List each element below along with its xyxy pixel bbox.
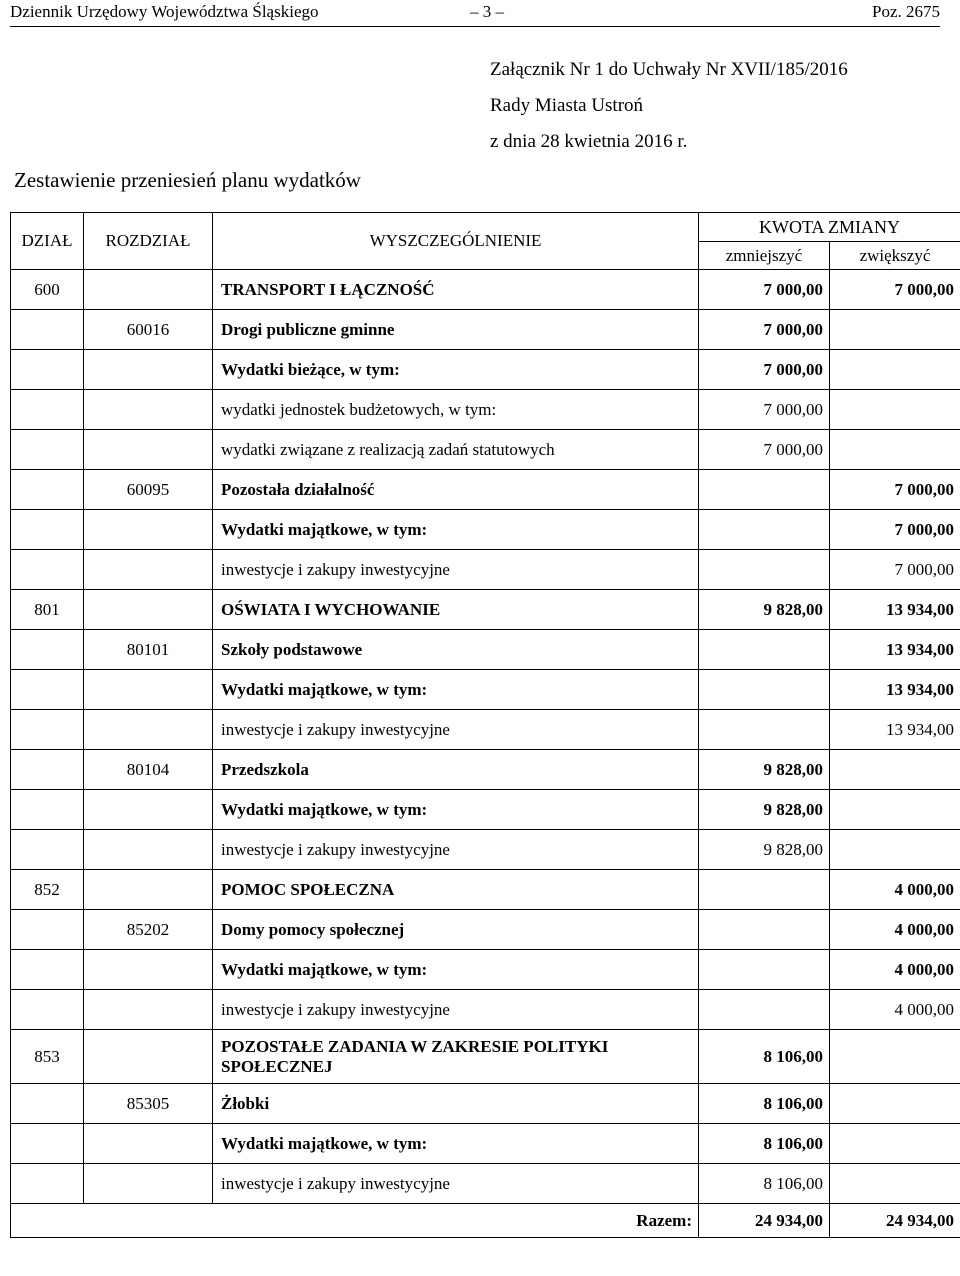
rozdzial-cell: [84, 350, 213, 390]
header-rozdzial: ROZDZIAŁ: [84, 213, 213, 270]
increase-cell: [830, 750, 960, 790]
description-cell: POZOSTAŁE ZADANIA W ZAKRESIE POLITYKI SPOŁECZNEJ: [213, 1030, 699, 1084]
description-cell: Wydatki majątkowe, w tym:: [213, 670, 699, 710]
rozdzial-cell: 80101: [84, 630, 213, 670]
rozdzial-cell: 85202: [84, 910, 213, 950]
description-cell: inwestycje i zakupy inwestycyjne: [213, 1164, 699, 1204]
decrease-cell: [699, 470, 830, 510]
rozdzial-cell: [84, 990, 213, 1030]
decrease-cell: [699, 550, 830, 590]
decrease-cell: [699, 910, 830, 950]
table-row: [11, 670, 960, 710]
description-cell: Wydatki majątkowe, w tym:: [213, 1124, 699, 1164]
header-decrease: zmniejszyć: [699, 242, 830, 270]
header-dzial: DZIAŁ: [11, 213, 84, 270]
dzial-cell: [11, 1124, 84, 1164]
increase-cell: [830, 830, 960, 870]
annex-line-2: Rady Miasta Ustroń: [490, 95, 644, 116]
dzial-cell: [11, 670, 84, 710]
dzial-cell: [11, 630, 84, 670]
annex-line-1: Załącznik Nr 1 do Uchwały Nr XVII/185/2016: [490, 59, 848, 80]
table-row: [11, 550, 960, 590]
table-row: [11, 510, 960, 550]
table-row: [11, 790, 960, 830]
table-row: [11, 350, 960, 390]
decrease-cell: 7 000,00: [699, 310, 830, 350]
rozdzial-cell: [84, 950, 213, 990]
decrease-cell: [699, 670, 830, 710]
increase-cell: [830, 1164, 960, 1204]
decrease-cell: 9 828,00: [699, 830, 830, 870]
dzial-cell: [11, 510, 84, 550]
table-row: [11, 630, 960, 670]
increase-cell: [830, 310, 960, 350]
decrease-cell: 7 000,00: [699, 390, 830, 430]
description-cell: Domy pomocy społecznej: [213, 910, 699, 950]
total-row: [11, 1204, 960, 1238]
rozdzial-cell: [84, 430, 213, 470]
rozdzial-cell: [84, 670, 213, 710]
description-cell: Szkoły podstawowe: [213, 630, 699, 670]
rozdzial-cell: [84, 1030, 213, 1084]
dzial-cell: [11, 1164, 84, 1204]
decrease-cell: [699, 870, 830, 910]
position-number: Poz. 2675: [872, 2, 940, 21]
rozdzial-cell: 80104: [84, 750, 213, 790]
increase-cell: 7 000,00: [830, 470, 960, 510]
rozdzial-cell: 85305: [84, 1084, 213, 1124]
dzial-cell: [11, 990, 84, 1030]
description-cell: Wydatki bieżące, w tym:: [213, 350, 699, 390]
rozdzial-cell: [84, 870, 213, 910]
table-row: [11, 830, 960, 870]
description-cell: Wydatki majątkowe, w tym:: [213, 510, 699, 550]
table-row: [11, 990, 960, 1030]
description-cell: inwestycje i zakupy inwestycyjne: [213, 710, 699, 750]
table-row: [11, 430, 960, 470]
description-cell: POMOC SPOŁECZNA: [213, 870, 699, 910]
increase-cell: 4 000,00: [830, 950, 960, 990]
decrease-cell: [699, 510, 830, 550]
dzial-cell: [11, 350, 84, 390]
increase-cell: 4 000,00: [830, 990, 960, 1030]
dzial-cell: [11, 1084, 84, 1124]
total-decrease: 24 934,00: [699, 1204, 830, 1238]
increase-cell: [830, 1030, 960, 1084]
table-row: [11, 1030, 960, 1084]
rozdzial-cell: 60016: [84, 310, 213, 350]
rozdzial-cell: [84, 710, 213, 750]
description-cell: inwestycje i zakupy inwestycyjne: [213, 990, 699, 1030]
dzial-cell: [11, 470, 84, 510]
decrease-cell: 8 106,00: [699, 1164, 830, 1204]
increase-cell: 7 000,00: [830, 550, 960, 590]
total-label: Razem:: [11, 1204, 699, 1238]
increase-cell: 13 934,00: [830, 590, 960, 630]
description-cell: inwestycje i zakupy inwestycyjne: [213, 830, 699, 870]
table-row: [11, 470, 960, 510]
increase-cell: 4 000,00: [830, 870, 960, 910]
journal-header: [10, 0, 940, 27]
decrease-cell: 9 828,00: [699, 750, 830, 790]
description-cell: Wydatki majątkowe, w tym:: [213, 790, 699, 830]
description-cell: TRANSPORT I ŁĄCZNOŚĆ: [213, 270, 699, 310]
dzial-cell: [11, 550, 84, 590]
description-cell: Drogi publiczne gminne: [213, 310, 699, 350]
decrease-cell: 9 828,00: [699, 590, 830, 630]
rozdzial-cell: [84, 1164, 213, 1204]
rozdzial-cell: [84, 830, 213, 870]
increase-cell: 13 934,00: [830, 670, 960, 710]
rozdzial-cell: 60095: [84, 470, 213, 510]
increase-cell: [830, 790, 960, 830]
increase-cell: [830, 430, 960, 470]
increase-cell: 13 934,00: [830, 630, 960, 670]
dzial-cell: 801: [11, 590, 84, 630]
description-cell: Przedszkola: [213, 750, 699, 790]
decrease-cell: [699, 630, 830, 670]
table-body: [11, 270, 960, 1204]
dzial-cell: [11, 830, 84, 870]
expense-transfer-table: [10, 212, 960, 1238]
annex-line-3: z dnia 28 kwietnia 2016 r.: [490, 131, 688, 152]
rozdzial-cell: [84, 790, 213, 830]
decrease-cell: 8 106,00: [699, 1084, 830, 1124]
table-row: [11, 310, 960, 350]
table-row: [11, 910, 960, 950]
table-row: [11, 390, 960, 430]
journal-name: Dziennik Urzędowy Województwa Śląskiego: [10, 2, 319, 21]
description-cell: wydatki jednostek budżetowych, w tym:: [213, 390, 699, 430]
decrease-cell: 9 828,00: [699, 790, 830, 830]
decrease-cell: 7 000,00: [699, 270, 830, 310]
rozdzial-cell: [84, 1124, 213, 1164]
rozdzial-cell: [84, 590, 213, 630]
rozdzial-cell: [84, 270, 213, 310]
table-row: [11, 270, 960, 310]
table-row: [11, 750, 960, 790]
dzial-cell: [11, 950, 84, 990]
increase-cell: 7 000,00: [830, 510, 960, 550]
increase-cell: 13 934,00: [830, 710, 960, 750]
dzial-cell: 852: [11, 870, 84, 910]
decrease-cell: 7 000,00: [699, 350, 830, 390]
header-kwota-zmiany: KWOTA ZMIANY: [699, 213, 960, 242]
description-cell: Pozostała działalność: [213, 470, 699, 510]
table-row: [11, 870, 960, 910]
dzial-cell: 853: [11, 1030, 84, 1084]
dzial-cell: [11, 750, 84, 790]
increase-cell: [830, 1084, 960, 1124]
dzial-cell: [11, 710, 84, 750]
page-number: – 3 –: [470, 2, 504, 21]
increase-cell: 7 000,00: [830, 270, 960, 310]
description-cell: Żłobki: [213, 1084, 699, 1124]
dzial-cell: [11, 910, 84, 950]
increase-cell: [830, 350, 960, 390]
table-row: [11, 950, 960, 990]
increase-cell: 4 000,00: [830, 910, 960, 950]
rozdzial-cell: [84, 550, 213, 590]
dzial-cell: [11, 430, 84, 470]
rozdzial-cell: [84, 510, 213, 550]
decrease-cell: [699, 990, 830, 1030]
dzial-cell: [11, 790, 84, 830]
description-cell: Wydatki majątkowe, w tym:: [213, 950, 699, 990]
total-increase: 24 934,00: [830, 1204, 960, 1238]
table-row: [11, 1124, 960, 1164]
table-row: [11, 1084, 960, 1124]
decrease-cell: 8 106,00: [699, 1030, 830, 1084]
increase-cell: [830, 1124, 960, 1164]
description-cell: OŚWIATA I WYCHOWANIE: [213, 590, 699, 630]
rozdzial-cell: [84, 390, 213, 430]
decrease-cell: [699, 710, 830, 750]
dzial-cell: [11, 390, 84, 430]
header-description: WYSZCZEGÓLNIENIE: [213, 213, 699, 270]
document-title: Zestawienie przeniesień planu wydatków: [14, 168, 361, 192]
description-cell: wydatki związane z realizacją zadań statutowych: [213, 430, 699, 470]
header-increase: zwiększyć: [830, 242, 960, 270]
decrease-cell: 7 000,00: [699, 430, 830, 470]
increase-cell: [830, 390, 960, 430]
decrease-cell: [699, 950, 830, 990]
table-row: [11, 710, 960, 750]
table-row: [11, 590, 960, 630]
dzial-cell: [11, 310, 84, 350]
description-cell: inwestycje i zakupy inwestycyjne: [213, 550, 699, 590]
decrease-cell: 8 106,00: [699, 1124, 830, 1164]
table-row: [11, 1164, 960, 1204]
dzial-cell: 600: [11, 270, 84, 310]
